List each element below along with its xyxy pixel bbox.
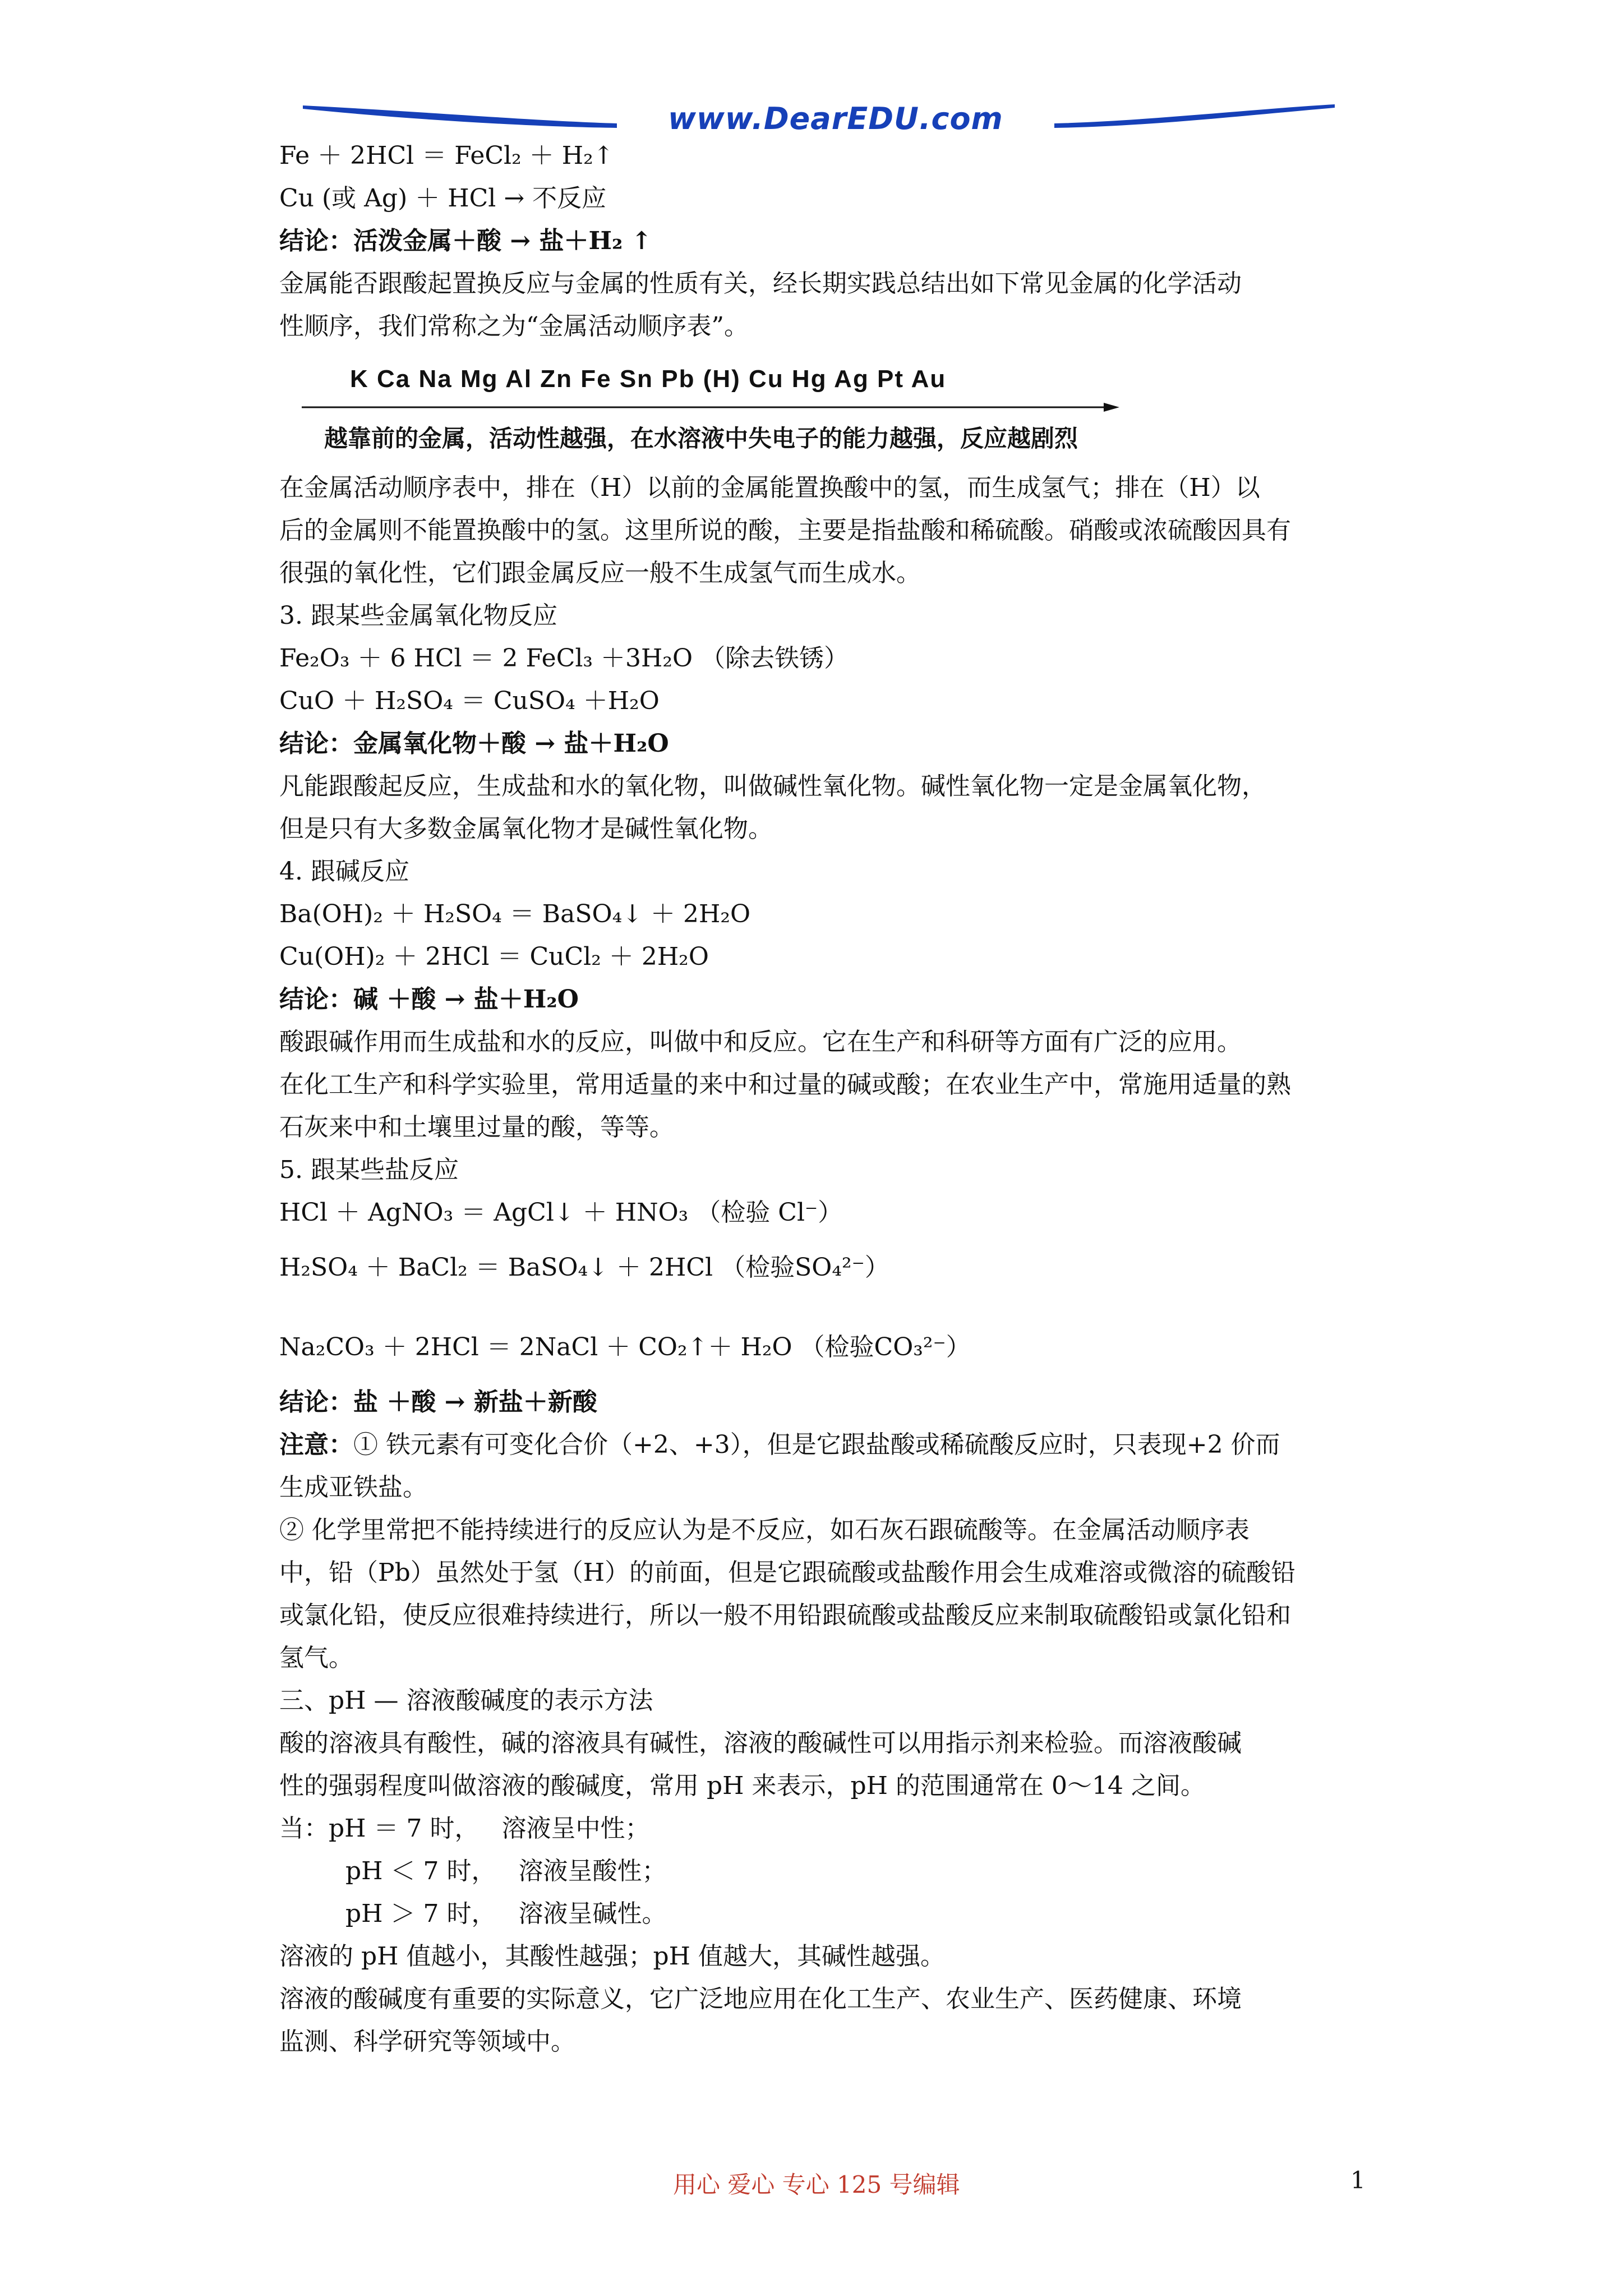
- ph-condition: pH ＜ 7 时，: [345, 1857, 496, 1885]
- paragraph-line: 在金属活动顺序表中，排在（H）以前的金属能置换酸中的氢，而生成氢气；排在（H）以: [279, 473, 1260, 502]
- section-heading: 三、pH — 溶液酸碱度的表示方法: [279, 1686, 653, 1715]
- paragraph-line: 在化工生产和科学实验里，常用适量的来中和过量的碱或酸；在农业生产中，常施用适量的熟: [279, 1070, 1291, 1099]
- activity-arrow: [302, 399, 1121, 416]
- conclusion-line: 结论：碱 ＋酸 → 盐＋H₂O: [279, 985, 579, 1014]
- equation-line: Fe₂O₃ ＋ 6 HCl ＝ 2 FeCl₃ ＋3H₂O （除去铁锈）: [279, 644, 849, 673]
- equation-line: CuO ＋ H₂SO₄ ＝ CuSO₄ ＋H₂O: [279, 687, 660, 715]
- ph-result: 溶液呈中性；: [501, 1814, 650, 1843]
- paragraph-line: 生成亚铁盐。: [279, 1473, 427, 1502]
- page-number: 1: [1350, 2166, 1366, 2194]
- paragraph-line: 后的金属则不能置换酸中的氢。这里所说的酸，主要是指盐酸和稀硫酸。硝酸或浓硫酸因具有: [279, 516, 1291, 545]
- paragraph-line: 但是只有大多数金属氧化物才是碱性氧化物。: [279, 815, 773, 843]
- ph-rule-line: [279, 1850, 1412, 1893]
- document-body: [279, 135, 1412, 2063]
- ph-condition: 当：pH ＝ 7 时，: [279, 1814, 479, 1843]
- paragraph-line: 氢气。: [279, 1644, 353, 1672]
- paragraph-line: 性的强弱程度叫做溶液的酸碱度，常用 pH 来表示，pH 的范围通常在 0～14 之间。: [279, 1772, 1205, 1800]
- paragraph-line: 中，铅（Pb）虽然处于氢（H）的前面，但是它跟硫酸或盐酸作用会生成难溶或微溶的硫酸铅: [279, 1558, 1296, 1587]
- ph-rule-line: [279, 1893, 1412, 1935]
- ph-result: 溶液呈酸性；: [518, 1857, 667, 1885]
- paragraph-line: 性顺序，我们常称之为“金属活动顺序表”。: [279, 312, 749, 341]
- paragraph-line: 监测、科学研究等领域中。: [279, 2027, 575, 2056]
- section-heading: 3. 跟某些金属氧化物反应: [279, 601, 557, 630]
- equation-line: Ba(OH)₂ ＋ H₂SO₄ ＝ BaSO₄↓ ＋ 2H₂O: [279, 900, 751, 928]
- paragraph-line: ② 化学里常把不能持续进行的反应认为是不反应，如石灰石跟硫酸等。在金属活动顺序表: [279, 1516, 1249, 1544]
- section-heading: 4. 跟碱反应: [279, 857, 409, 886]
- paragraph-line: 很强的氧化性，它们跟金属反应一般不生成氢气而生成水。: [279, 559, 921, 587]
- section-heading: 5. 跟某些盐反应: [279, 1156, 459, 1184]
- equation-line: Fe ＋ 2HCl ＝ FeCl₂ ＋ H₂↑: [279, 141, 614, 170]
- activity-series-caption: 越靠前的金属，活动性越强，在水溶液中失电子的能力越强，反应越剧烈: [324, 425, 1078, 452]
- paragraph-line: 溶液的 pH 值越小，其酸性越强；pH 值越大，其碱性越强。: [279, 1942, 946, 1971]
- note-text: ① 铁元素有可变化合价（+2、+3），但是它跟盐酸或稀硫酸反应时，只表现+2 价而: [353, 1430, 1280, 1459]
- paragraph-line: 金属能否跟酸起置换反应与金属的性质有关，经长期实践总结出如下常见金属的化学活动: [279, 269, 1242, 298]
- note-line: [279, 1424, 1412, 1466]
- activity-series-metals: K Ca Na Mg Al Zn Fe Sn Pb (H) Cu Hg Ag Pt Au: [350, 365, 947, 393]
- equation-line: HCl ＋ AgNO₃ ＝ AgCl↓ ＋ HNO₃ （检验 Cl⁻）: [279, 1198, 843, 1227]
- page-footer: 用心 爱心 专心 125 号编辑: [673, 2171, 960, 2198]
- paragraph-line: 酸的溶液具有酸性，碱的溶液具有碱性，溶液的酸碱性可以用指示剂来检验。而溶液酸碱: [279, 1729, 1242, 1757]
- site-brand[interactable]: www.DearEDU.com: [668, 101, 1003, 136]
- paragraph-line: 石灰来中和土壤里过量的酸，等等。: [279, 1113, 674, 1142]
- conclusion-line: 结论：活泼金属＋酸 → 盐＋H₂ ↑: [279, 227, 652, 255]
- metal-activity-series: [302, 355, 1378, 467]
- ph-result: 溶液呈碱性。: [518, 1899, 667, 1928]
- note-label: 注意：: [279, 1430, 353, 1459]
- equation-line: Na₂CO₃ ＋ 2HCl ＝ 2NaCl ＋ CO₂↑＋ H₂O （检验CO₃²⁻）: [279, 1333, 971, 1361]
- equation-line: Cu (或 Ag) ＋ HCl → 不反应: [279, 184, 607, 213]
- ph-rule-line: [279, 1807, 1412, 1850]
- paragraph-line: 或氯化铅，使反应很难持续进行，所以一般不用铅跟硫酸或盐酸反应来制取硫酸铅或氯化铅和: [279, 1601, 1291, 1630]
- conclusion-line: 结论：金属氧化物＋酸 → 盐＋H₂O: [279, 729, 669, 758]
- equation-line: H₂SO₄ ＋ BaCl₂ ＝ BaSO₄↓ ＋ 2HCl （检验SO₄²⁻）: [279, 1253, 889, 1282]
- paragraph-line: 酸跟碱作用而生成盐和水的反应，叫做中和反应。它在生产和科研等方面有广泛的应用。: [279, 1028, 1242, 1056]
- equation-line: Cu(OH)₂ ＋ 2HCl ＝ CuCl₂ ＋ 2H₂O: [279, 942, 709, 971]
- paragraph-line: 溶液的酸碱度有重要的实际意义，它广泛地应用在化工生产、农业生产、医药健康、环境: [279, 1985, 1242, 2013]
- paragraph-line: 凡能跟酸起反应，生成盐和水的氧化物，叫做碱性氧化物。碱性氧化物一定是金属氧化物，: [279, 772, 1266, 800]
- conclusion-line: 结论：盐 ＋酸 → 新盐＋新酸: [279, 1388, 597, 1416]
- ph-condition: pH ＞ 7 时，: [345, 1899, 496, 1928]
